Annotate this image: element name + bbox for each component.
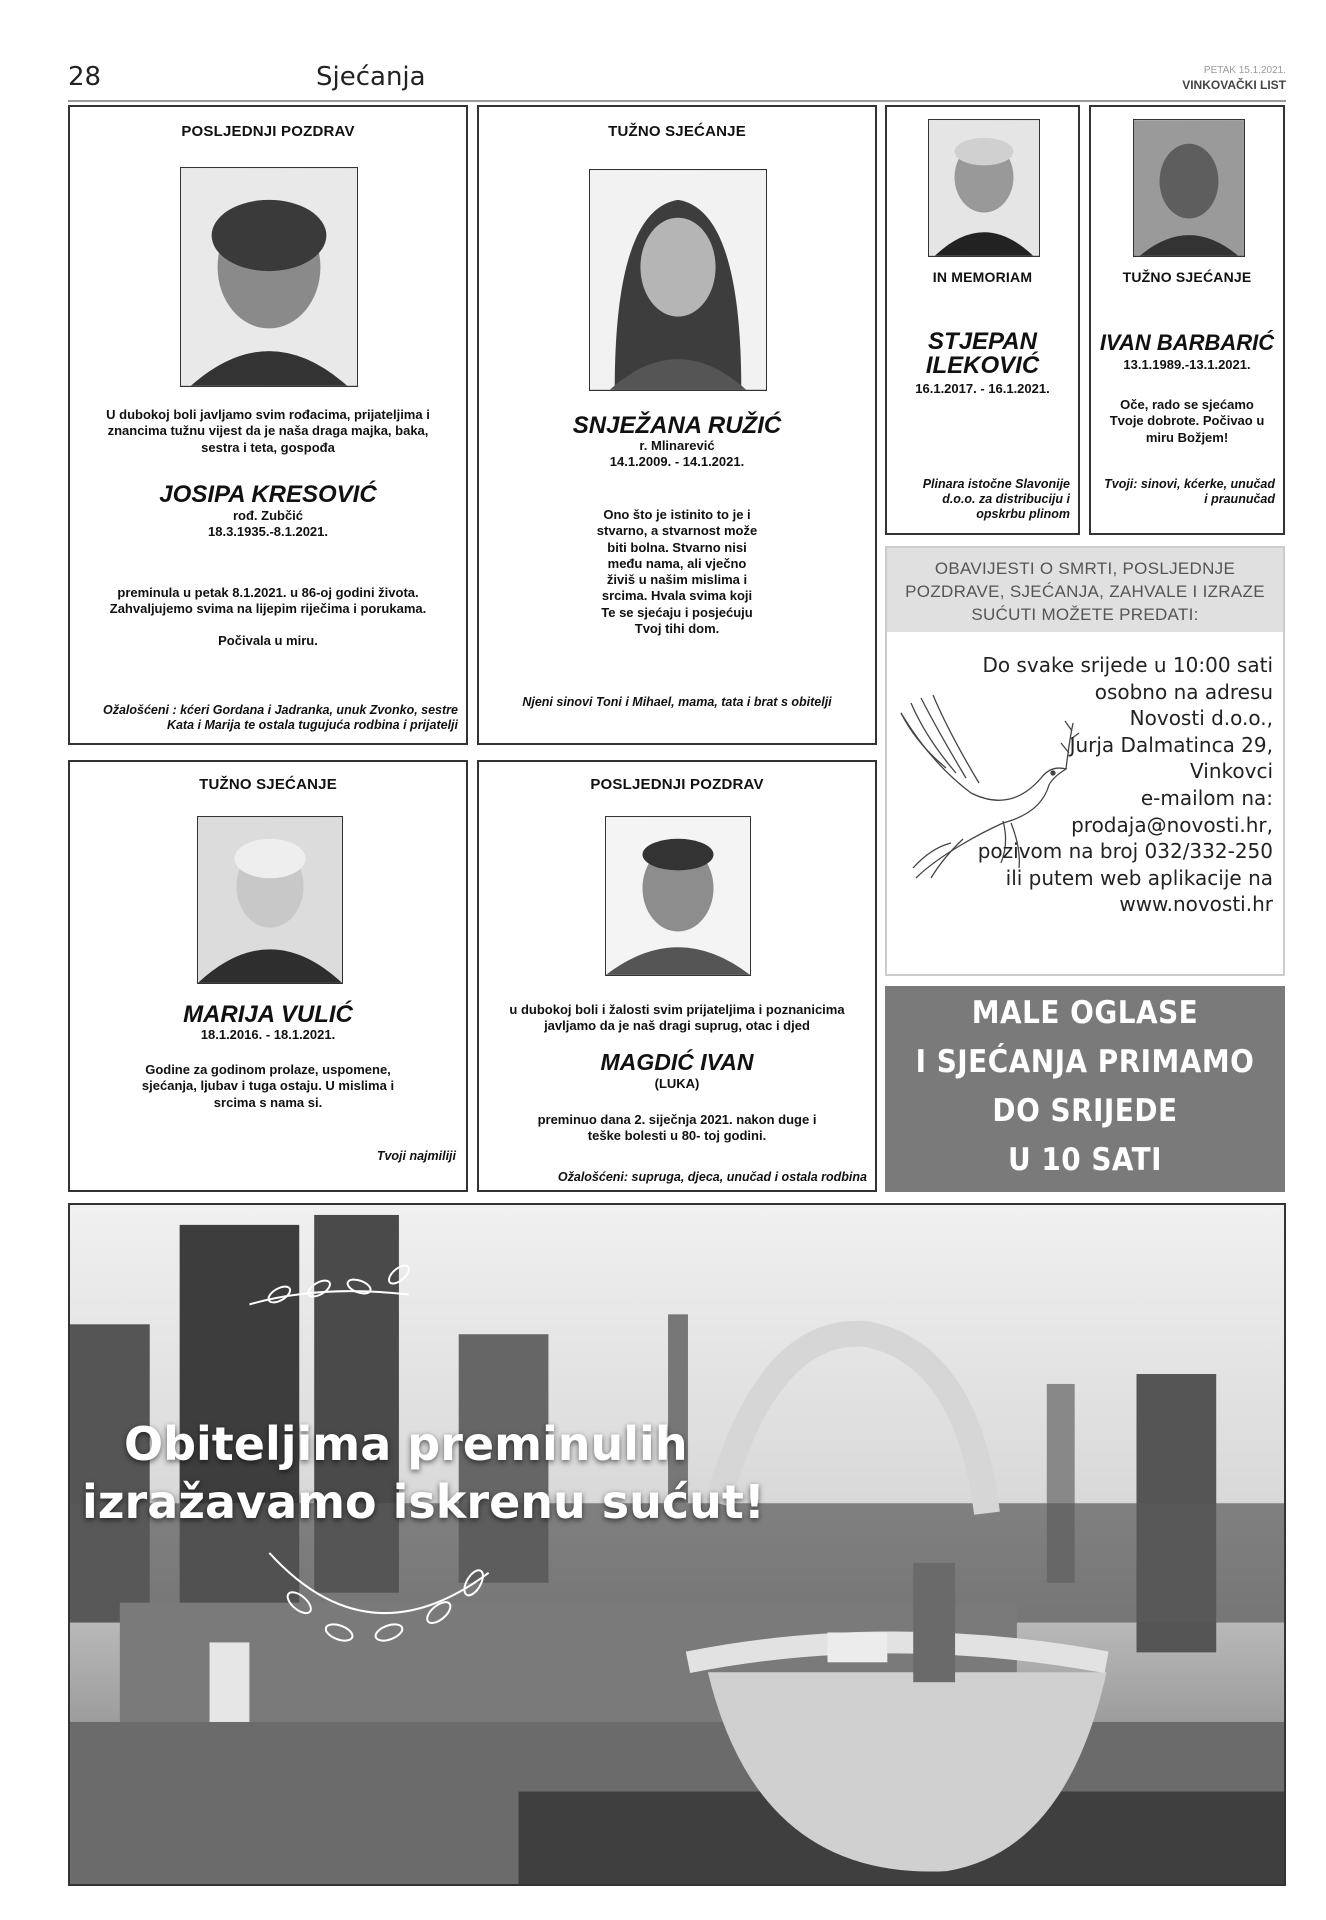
info-line: Jurja Dalmatinca 29, — [1069, 732, 1273, 757]
life-dates: 13.1.1989.-13.1.2021. — [1123, 357, 1251, 372]
obituary-card-barbaric — [1089, 105, 1285, 535]
portrait-photo — [197, 816, 343, 984]
nickname: (LUKA) — [654, 1076, 700, 1091]
life-dates: 14.1.2009. - 14.1.2021. — [609, 454, 745, 469]
life-dates: 16.1.2017. - 16.1.2021. — [915, 381, 1050, 396]
card-kicker: POSLJEDNJI POZDRAV — [181, 123, 355, 140]
deceased-name: JOSIPA KRESOVIĆ — [159, 481, 377, 508]
portrait-photo — [1133, 119, 1245, 257]
deceased-name-first: STJEPAN — [928, 328, 1037, 355]
portrait-icon — [198, 817, 342, 983]
newspaper-name: VINKOVAČKI LIST — [1182, 78, 1286, 92]
info-line: osobno na adresu — [1094, 679, 1273, 704]
info-line: Novosti d.o.o., — [1129, 706, 1273, 731]
portrait-icon — [181, 168, 357, 386]
portrait-photo — [605, 816, 751, 976]
rest-text: Počivala u miru. — [218, 633, 318, 648]
mourners-signature: Ožalošćeni: supruga, djeca, unučad i ostala rodbina — [557, 1170, 867, 1184]
condolence-line-2: izražavamo iskrenu sućut! — [82, 1475, 765, 1530]
portrait-photo — [928, 119, 1040, 257]
section-title: Sjećanja — [316, 62, 426, 92]
mourners-signature: Ožalošćeni : kćeri Gordana i Jadranka, unuk Zvonko, sestre Kata i Marija te ostala tugujuća rodbina i prijatelji — [103, 703, 458, 732]
mourners-signature: Tvoji najmiliji — [376, 1149, 456, 1163]
info-line: Vinkovci — [1190, 759, 1273, 784]
portrait-icon — [606, 817, 750, 975]
ad-line: MALE OGLASE — [971, 995, 1199, 1031]
submission-info-box — [885, 546, 1285, 976]
ad-line: I SJEĆANJA PRIMAMO — [915, 1044, 1255, 1080]
card-kicker: IN MEMORIAM — [932, 269, 1033, 285]
deceased-name: MAGDIĆ IVAN — [600, 1049, 754, 1075]
info-line: e-mailom na: — [1140, 785, 1273, 810]
deceased-name: IVAN BARBARIĆ — [1099, 330, 1275, 355]
condolence-banner — [68, 1203, 1286, 1886]
email-link[interactable]: prodaja@novosti.hr, — [1071, 812, 1273, 837]
card-kicker: TUŽNO SJEĆANJE — [1122, 269, 1252, 285]
memorial-text: Oče, rado se sjećamo Tvoje dobrote. Počivao u miru Božjem! — [1109, 397, 1265, 445]
page-header — [68, 60, 1286, 102]
life-dates: 18.1.2016. - 18.1.2021. — [200, 1027, 336, 1042]
obituary-card-kresovic — [68, 105, 468, 745]
small-ads-notice — [885, 986, 1285, 1192]
intro-text: U dubokoj boli javljamo svim rođacima, prijateljima i znancima tužnu vijest da je naša draga majka, baka, sestra i teta, gospođa — [106, 407, 430, 455]
card-kicker: TUŽNO SJEĆANJE — [199, 776, 337, 793]
info-line: Do svake srijede u 10:00 sati — [982, 653, 1273, 677]
page-number: 28 — [68, 62, 102, 92]
mourners-signature: Njeni sinovi Toni i Mihael, mama, tata i brat s obitelji — [522, 695, 832, 709]
issue-date: PETAK 15.1.2021. — [1203, 65, 1286, 76]
memorial-poem: Ono što je istinito to je i stvarno, a stvarnost može biti bolna. Stvarno nisi među nama, ali vječno živiš u našim mislima i srcima. Hvala svima koji Te se sjećaju i posjećuju Tvoj tihi dom. — [596, 507, 758, 636]
condolence-message — [82, 1415, 765, 1532]
condolence-line-1: Obiteljima preminulih — [124, 1417, 688, 1471]
ad-line: DO SRIJEDE — [992, 1093, 1178, 1129]
info-heading: OBAVIJESTI O SMRTI, POSLJEDNJE POZDRAVE, SJEĆANJA, ZAHVALE I IZRAZE SUĆUTI MOŽETE PREDATI: — [887, 548, 1283, 632]
obituary-card-vulic — [68, 760, 468, 1192]
intro-text: u dubokoj boli i žalosti svim prijateljima i poznanicima javljamo da je naš dragi suprug, otac i djed — [509, 1002, 845, 1034]
life-dates: 18.3.1935.-8.1.2021. — [208, 524, 328, 539]
maiden-name: r. Mlinarević — [639, 438, 715, 453]
card-kicker: TUŽNO SJEĆANJE — [608, 123, 746, 140]
portrait-photo — [589, 169, 767, 391]
cemetery-photo — [70, 1205, 1284, 1884]
deceased-name: MARIJA VULIĆ — [183, 1001, 353, 1028]
portrait-icon — [590, 170, 766, 390]
memorial-text: Godine za godinom prolaze, uspomene, sjećanja, ljubav i tuga ostaju. U mislima i srcima s nama si. — [141, 1062, 395, 1110]
deceased-name-last: ILEKOVIĆ — [925, 352, 1040, 379]
card-kicker: POSLJEDNJI POZDRAV — [590, 776, 764, 793]
mourners-signature: Plinara istočne Slavonije d.o.o. za distribuciju i opskrbu plinom — [922, 477, 1070, 521]
portrait-icon — [929, 120, 1039, 256]
info-line: ili putem web aplikacije na — [1005, 865, 1273, 890]
obituary-card-ilekovic — [885, 105, 1080, 535]
info-details — [973, 652, 1273, 918]
website-link[interactable]: www.novosti.hr — [1119, 892, 1273, 917]
portrait-icon — [1134, 120, 1244, 256]
mourners-signature: Tvoji: sinovi, kćerke, unučad i praunučad — [1104, 477, 1275, 506]
obituary-card-ruzic — [477, 105, 877, 745]
death-text: preminuo dana 2. siječnja 2021. nakon duge i teške bolesti u 80- toj godini. — [537, 1112, 817, 1144]
deceased-name: SNJEŽANA RUŽIĆ — [572, 412, 782, 439]
ad-line: U 10 SATI — [1007, 1142, 1163, 1178]
portrait-photo — [180, 167, 358, 387]
maiden-name: rođ. Zubčić — [232, 508, 304, 523]
death-text: preminula u petak 8.1.2021. u 86-oj godini života. Zahvaljujemo svima na lijepim riječima i porukama. — [109, 585, 427, 617]
obituary-card-magdic — [477, 760, 877, 1192]
phone-line: pozivom na broj 032/332-250 — [977, 839, 1273, 864]
